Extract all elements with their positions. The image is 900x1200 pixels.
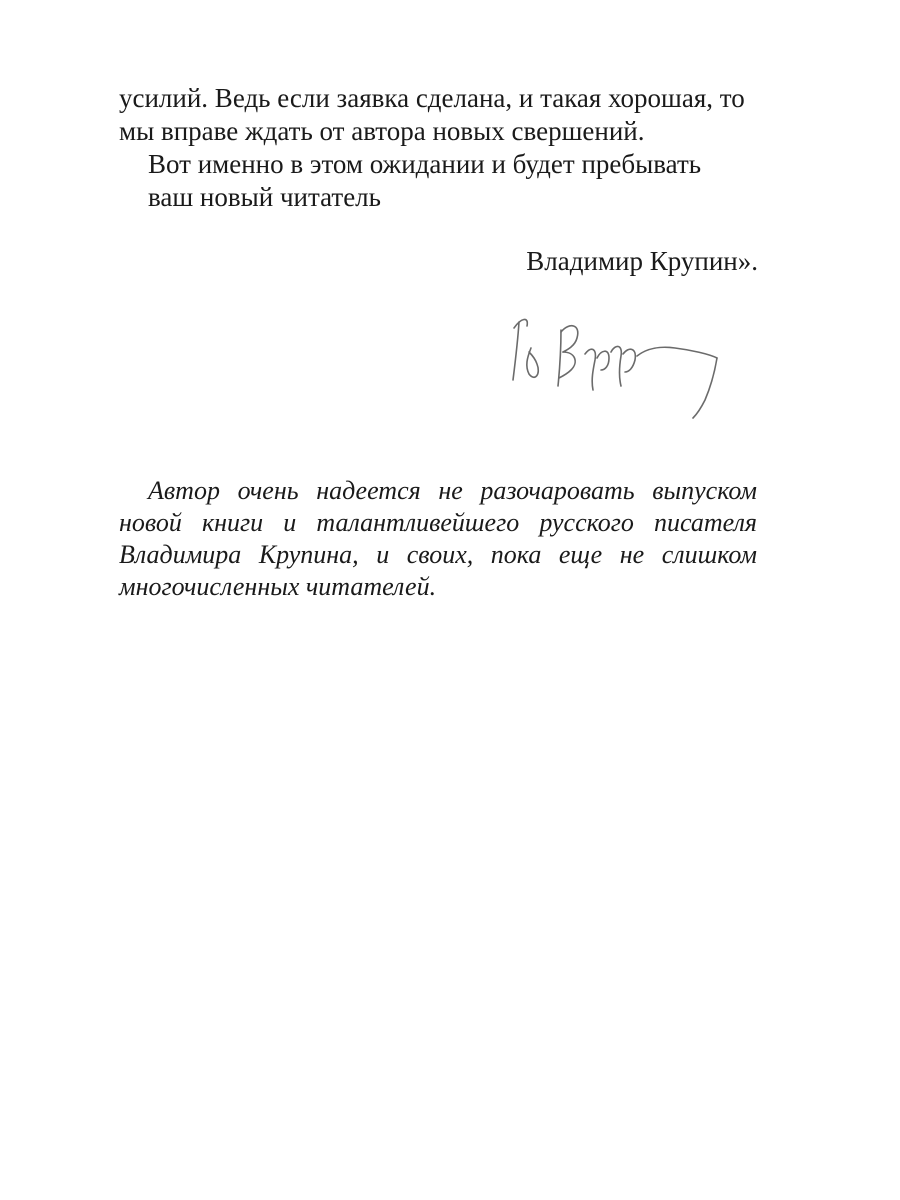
- letter-line: мы вправе ждать от автора новых свершений.: [119, 116, 645, 146]
- letter-line: Вот именно в этом ожидании и будет пребывать: [148, 149, 702, 179]
- letter-signoff: Владимир Крупин».: [526, 246, 758, 276]
- afterword-line: новой книги и талантливейшего русского писателя: [119, 508, 757, 537]
- afterword-line: Автор очень надеется не разочаровать выпуском: [148, 476, 757, 505]
- afterword-line: Владимира Крупина, и своих, пока еще не слишком: [119, 540, 757, 569]
- handwritten-signature-icon: [505, 308, 735, 423]
- letter-line: ваш новый читатель: [148, 182, 381, 212]
- letter-excerpt: [119, 82, 759, 214]
- author-afterword: [119, 475, 757, 603]
- afterword-line: многочисленных читателей.: [119, 572, 437, 601]
- letter-line: усилий. Ведь если заявка сделана, и такая хорошая, то: [119, 83, 745, 113]
